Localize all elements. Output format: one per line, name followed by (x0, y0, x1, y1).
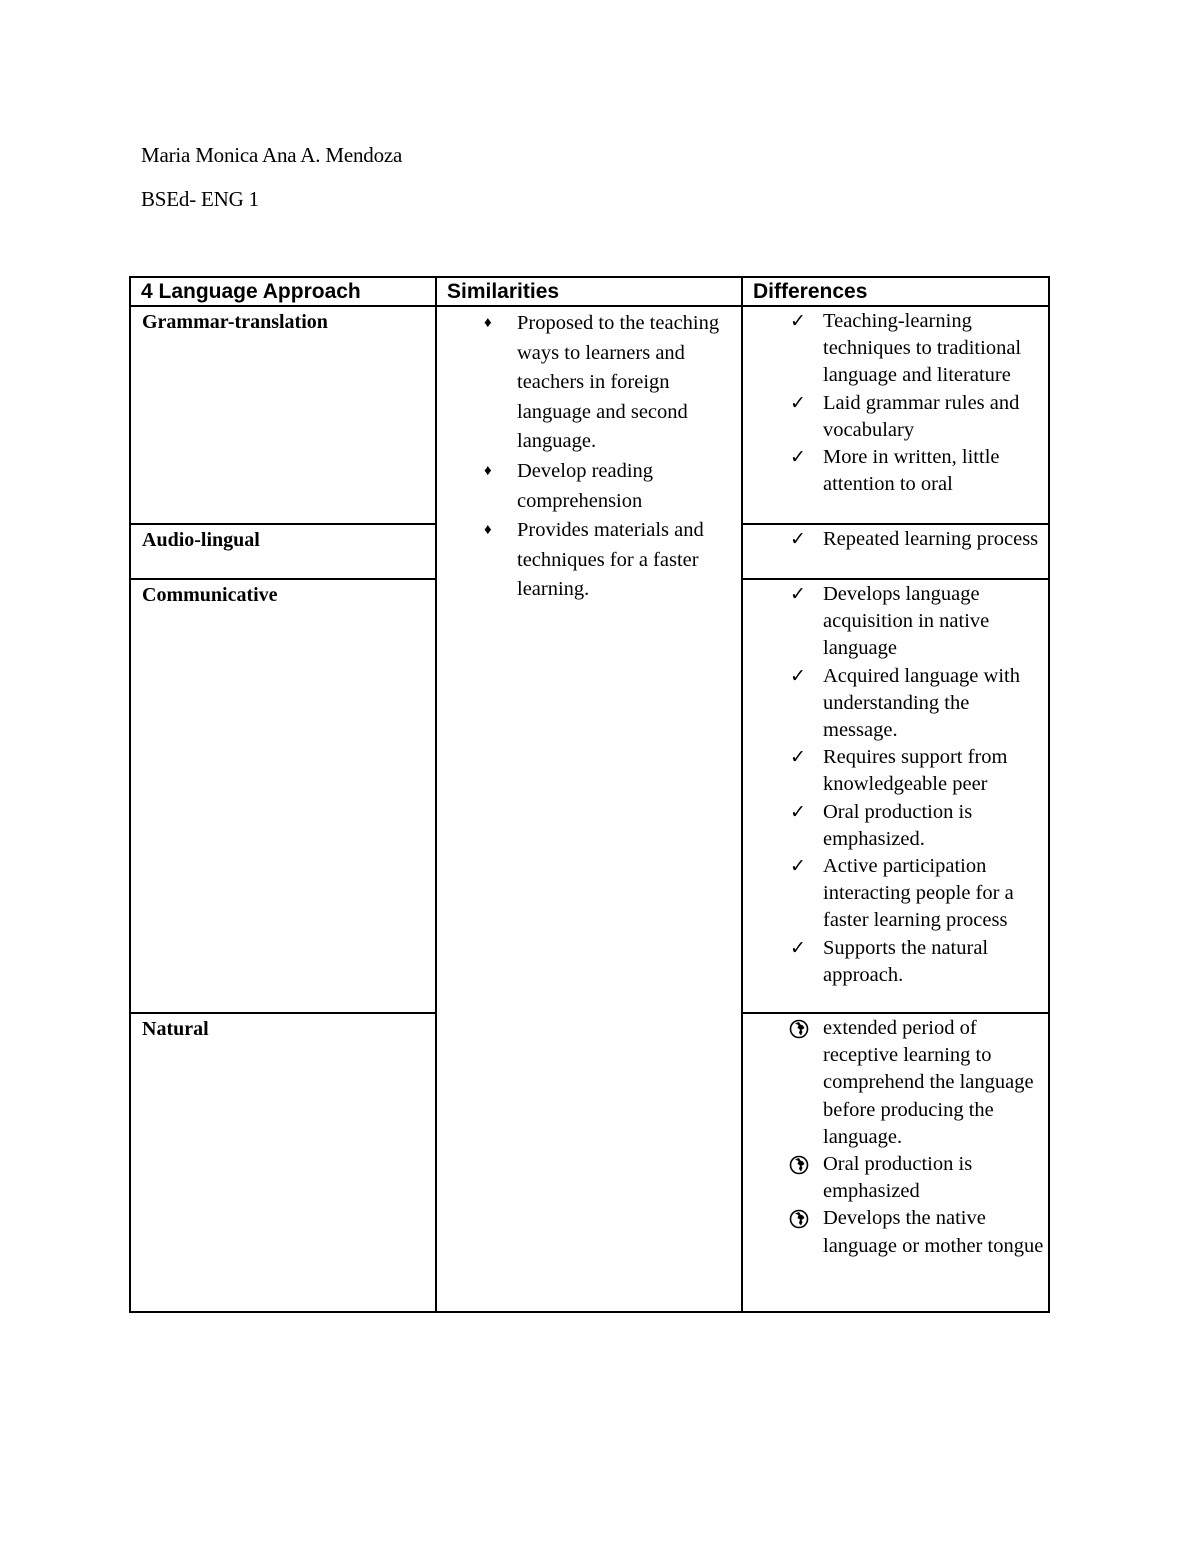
list-item: ♦ Develop reading comprehension (517, 457, 731, 516)
checkmark-icon: ✓ (790, 584, 806, 605)
header-differences: Differences (742, 277, 1049, 306)
checkmark-icon: ✓ (790, 311, 806, 332)
similarities-list (437, 307, 741, 605)
checkmark-icon: ✓ (790, 801, 806, 823)
table-row (130, 306, 1049, 524)
differences-list (743, 307, 1048, 498)
list-item: ✓ Oral production is emphasized. (790, 800, 973, 850)
checkmark-icon: ✓ (790, 856, 806, 878)
differences-grammar-translation (742, 306, 1049, 524)
list-item: ✓ Requires support from knowledgeable peer (790, 746, 1008, 796)
approach-natural: Natural (130, 1013, 436, 1312)
differences-communicative (742, 579, 1049, 1013)
globe-icon (789, 1209, 809, 1229)
list-item: ✓ Laid grammar rules and vocabulary (790, 391, 1020, 441)
list-item: ✓ More in written, little attention to oral (790, 446, 1000, 496)
list-item: ✓ Teaching-learning techniques to traditional language and literature (790, 310, 1022, 387)
student-name: Maria Monica Ana A. Mendoza (141, 143, 403, 167)
differences-natural (742, 1013, 1049, 1312)
table-header-row (130, 277, 1049, 306)
checkmark-icon: ✓ (790, 392, 806, 414)
approach-communicative: Communicative (130, 579, 436, 1013)
list-item: extended period of receptive learning to comprehend the language before producing the language. (823, 1015, 1044, 1151)
similarities-cell (436, 306, 742, 1312)
approach-grammar-translation: Grammar-translation (130, 306, 436, 524)
differences-list (743, 1014, 1048, 1260)
header-similarities: Similarities (436, 277, 742, 306)
diamond-icon: ♦ (484, 522, 492, 539)
course-section: BSEd- ENG 1 (141, 187, 259, 211)
checkmark-icon: ✓ (790, 937, 806, 959)
approach-audio-lingual: Audio-lingual (130, 524, 436, 579)
list-item: ✓ Acquired language with understanding the message. (790, 664, 1020, 742)
diamond-icon: ♦ (484, 462, 492, 479)
list-item: ♦ Provides materials and techniques for a faster learning. (517, 516, 731, 605)
list-item: Oral production is emphasized (823, 1151, 1044, 1205)
list-item: ✓ Develops language acquisition in native language (790, 583, 990, 660)
differences-list (743, 525, 1048, 553)
list-item: ✓ Active participation interacting people for a faster learning process (790, 855, 1014, 932)
checkmark-icon: ✓ (790, 447, 806, 469)
checkmark-icon: ✓ (790, 747, 806, 769)
checkmark-icon: ✓ (790, 529, 806, 550)
globe-icon (789, 1155, 809, 1175)
diamond-icon: ♦ (484, 315, 492, 331)
globe-icon (789, 1019, 809, 1039)
list-item: Develops the native language or mother tongue (823, 1205, 1044, 1259)
list-item: ♦ Proposed to the teaching ways to learners and teachers in foreign language and second language. (517, 309, 731, 457)
differences-audio-lingual (742, 524, 1049, 579)
language-approach-table (129, 276, 1050, 1313)
differences-list (743, 580, 1048, 989)
checkmark-icon: ✓ (790, 665, 806, 687)
list-item: ✓ Supports the natural approach. (790, 936, 989, 986)
header-approach: 4 Language Approach (130, 277, 436, 306)
list-item: ✓ Repeated learning process (823, 526, 1044, 553)
